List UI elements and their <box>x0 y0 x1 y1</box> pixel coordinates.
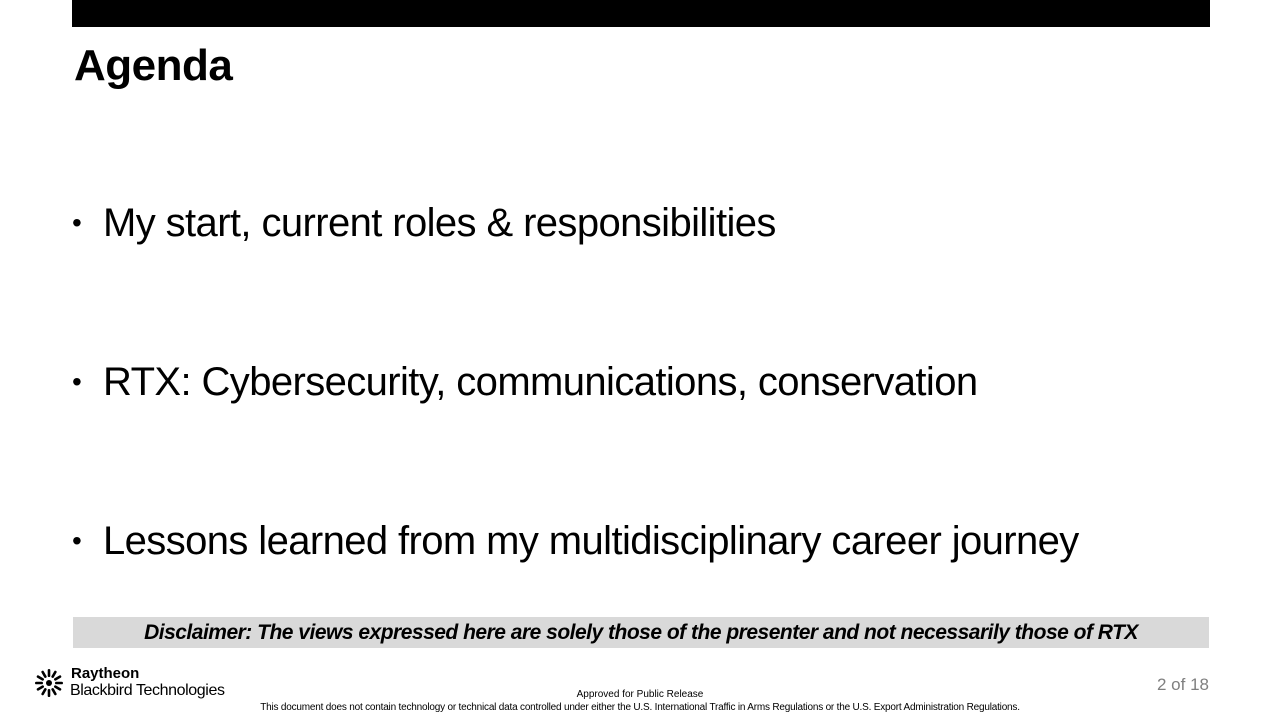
export-control-notice: This document does not contain technology or technical data controlled under either the U.S. International Traffic in Arms Regulations or the U.S. Export Administration Regulations. <box>260 702 1020 713</box>
logo-company-name: Raytheon <box>71 665 140 682</box>
top-accent-bar <box>72 0 1210 27</box>
approval-statement <box>0 689 1280 701</box>
disclaimer-banner <box>73 617 1209 648</box>
logo-division-name: Blackbird Technologies <box>70 682 225 699</box>
bullet-icon: • <box>72 207 82 238</box>
bullet-icon: • <box>72 525 82 556</box>
bullet-icon: • <box>72 366 82 397</box>
agenda-bullet-text: My start, current roles & responsibilities <box>103 201 776 245</box>
page-number: 2 of 18 <box>1157 675 1209 694</box>
agenda-bullet-text: Lessons learned from my multidisciplinary career journey <box>103 519 1079 563</box>
disclaimer-text: Disclaimer: The views expressed here are solely those of the presenter and not necessarily those of RTX <box>144 620 1138 644</box>
approval-text: Approved for Public Release <box>576 689 704 700</box>
agenda-bullet-text: RTX: Cybersecurity, communications, conservation <box>103 360 978 404</box>
slide-title: Agenda <box>74 41 233 90</box>
